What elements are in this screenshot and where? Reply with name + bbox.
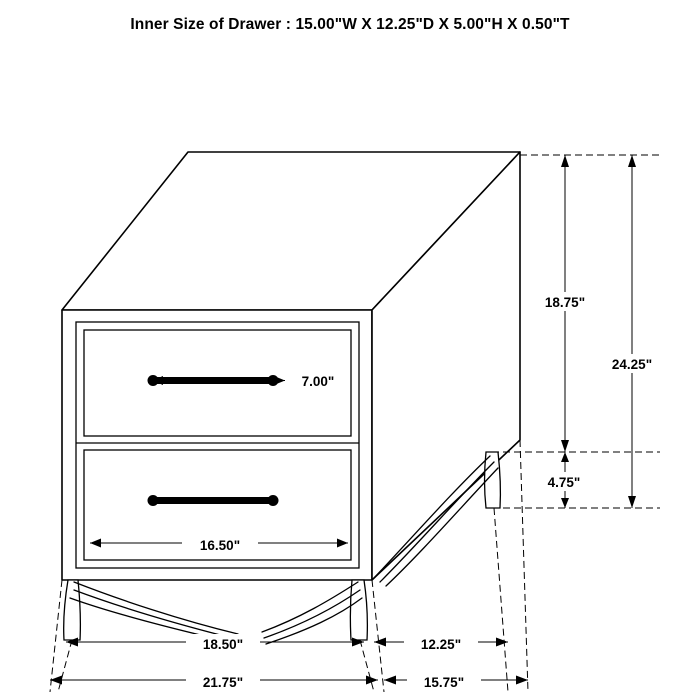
dim-total-width-arrow-left [50,676,62,685]
dim-total-depth-arrow-left [384,676,396,685]
label-side-depth: 12.25" [420,637,462,652]
lower-pull-right-cap [268,495,279,506]
base-stretcher-5 [264,590,360,638]
label-total-width: 21.75" [202,675,244,690]
label-lower-drawer-width: 16.50" [199,538,241,553]
dim-body-height-arrow-top [561,155,569,167]
dim-total-height-arrow-top [628,155,636,167]
dim-body-height-arrow-bottom [561,440,569,452]
base-stretcher-4 [262,582,358,632]
dim-leg-height-arrow-top [561,452,569,462]
ext-right-outer [372,580,384,692]
page-title: Inner Size of Drawer : 15.00"W X 12.25"D X 5.00"H X 0.50"T [130,16,570,33]
label-upper-drawer-pull: 7.00" [301,374,335,389]
ext-back-right-leg [494,508,508,692]
base-stretcher-6 [266,598,362,644]
front-left-leg [64,580,81,640]
label-total-depth: 15.75" [423,675,465,690]
ext-back-corner [520,440,528,692]
lower-pull-left-cap [148,495,159,506]
lower-drawer-pull-bar [152,497,274,504]
ext-left-outer [50,580,62,692]
dim-side-depth-arrow-right [496,638,508,647]
label-leg-height: 4.75" [547,475,581,490]
ext-left-front [58,640,72,692]
base-stretcher-2 [74,590,240,640]
label-body-height: 18.75" [544,295,586,310]
dim-leg-height-arrow-bottom [561,498,569,508]
dim-total-height-arrow-bottom [628,496,636,508]
label-front-width: 18.50" [202,637,244,652]
label-total-height: 24.25" [611,357,653,372]
ext-right-front [360,640,374,692]
dim-side-depth-arrow-left [374,638,386,647]
dim-total-depth-arrow-right [516,676,528,685]
front-right-leg [350,580,367,640]
